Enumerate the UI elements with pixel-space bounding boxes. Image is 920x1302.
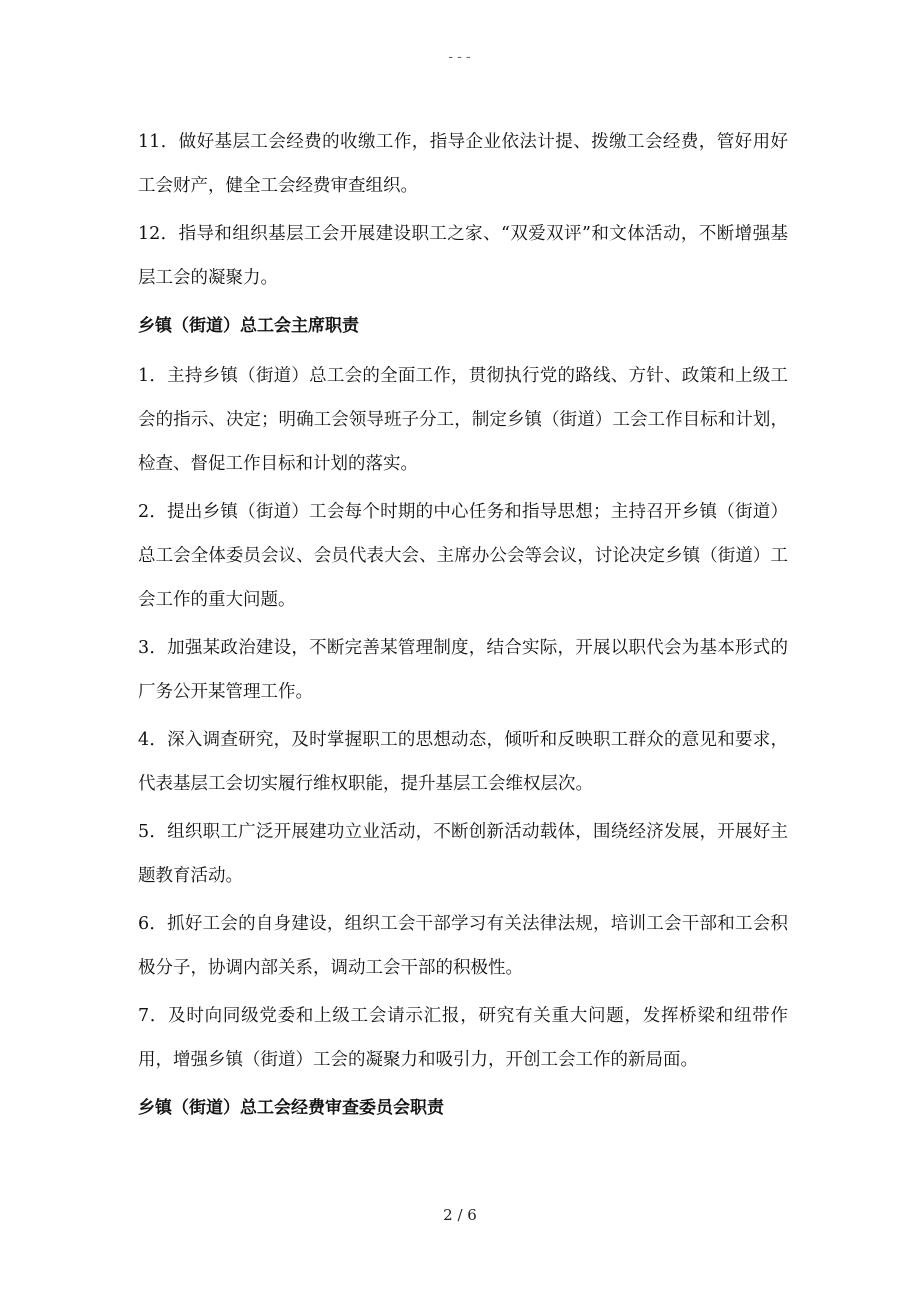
paragraph-11: 11．做好基层工会经费的收缴工作，指导企业依法计提、拨缴工会经费，管好用好工会财产，健全工会经费审查组织。 — [138, 132, 788, 196]
paragraph-12: 12．指导和组织基层工会开展建设职工之家、“双爱双评”和文体活动，不断增强基层工会的凝聚力。 — [138, 224, 788, 288]
paragraph-duty-5: 5．组织职工广泛开展建功立业活动，不断创新活动载体，围绕经济发展，开展好主题教育活动。 — [138, 822, 788, 886]
section-heading-audit-committee-duties: 乡镇（街道）总工会经费审查委员会职责 — [138, 1098, 444, 1118]
paragraph-duty-2: 2．提出乡镇（街道）工会每个时期的中心任务和指导思想；主持召开乡镇（街道）总工会全体委员会议、会员代表大会、主席办公会等会议，讨论决定乡镇（街道）工会工作的重大问题。 — [138, 502, 788, 610]
paragraph-duty-3: 3．加强某政治建设，不断完善某管理制度，结合实际，开展以职代会为基本形式的厂务公开某管理工作。 — [138, 638, 788, 702]
paragraph-duty-4: 4．深入调查研究，及时掌握职工的思想动态，倾听和反映职工群众的意见和要求，代表基层工会切实履行维权职能，提升基层工会维权层次。 — [138, 730, 788, 794]
document-body — [138, 120, 788, 1136]
paragraph-duty-6: 6．抓好工会的自身建设，组织工会干部学习有关法律法规，培训工会干部和工会积极分子，协调内部关系，调动工会干部的积极性。 — [138, 914, 788, 978]
page-number: 2 / 6 — [443, 1206, 477, 1224]
paragraph-duty-7: 7．及时向同级党委和上级工会请示汇报，研究有关重大问题，发挥桥梁和纽带作用，增强乡镇（街道）工会的凝聚力和吸引力，开创工会工作的新局面。 — [138, 1006, 788, 1070]
header-mark: --- — [446, 50, 474, 65]
paragraph-duty-1: 1．主持乡镇（街道）总工会的全面工作，贯彻执行党的路线、方针、政策和上级工会的指示、决定；明确工会领导班子分工，制定乡镇（街道）工会工作目标和计划，检查、督促工作目标和计划的落实。 — [138, 366, 788, 474]
section-heading-chairman-duties: 乡镇（街道）总工会主席职责 — [138, 316, 359, 336]
